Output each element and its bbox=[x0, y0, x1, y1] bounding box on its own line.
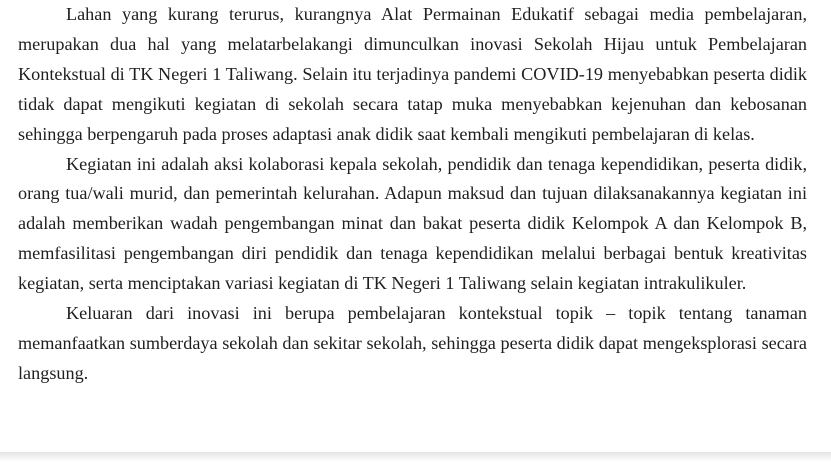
paragraph-output: Keluaran dari inovasi ini berupa pembelajaran kontekstual topik – topik tentang tanaman memanfaatkan sumberdaya sekolah dan sekitar sekolah, sehingga peserta didik dapat mengeksplorasi secara langsung. bbox=[18, 303, 807, 383]
paragraph-collaboration: Kegiatan ini adalah aksi kolaborasi kepala sekolah, pendidik dan tenaga kependidikan, peserta didik, orang tua/wali murid, dan pemerintah kelurahan. Adapun maksud dan tujuan dilaksanakannya kegiatan ini adalah memberikan wadah pengembangan minat dan bakat peserta didik Kelompok A dan Kelompok B, memfasilitasi pengembangan diri pendidik dan tenaga kependidikan melalui berbagai bentuk kreativitas kegiatan, serta menciptakan variasi kegiatan di TK Negeri 1 Taliwang selain kegiatan intrakulikuler. bbox=[18, 153, 807, 294]
paragraph-background: Lahan yang kurang terurus, kurangnya Alat Permainan Edukatif sebagai media pembelajaran, merupakan dua hal yang melatarbelakangi dimunculkan inovasi Sekolah Hijau untuk Pembelajaran Kontekstual di TK Negeri 1 Taliwang. Selain itu terjadinya pandemi COVID-19 menyebabkan peserta didik tidak dapat mengikuti kegiatan di sekolah secara tatap muka menyebabkan kejenuhan dan kebosanan sehingga berpengaruh pada proses adaptasi anak didik saat kembali mengikuti pembelajaran di kelas. bbox=[18, 4, 807, 144]
document-body bbox=[18, 0, 807, 389]
page-bottom-shadow bbox=[0, 452, 831, 467]
